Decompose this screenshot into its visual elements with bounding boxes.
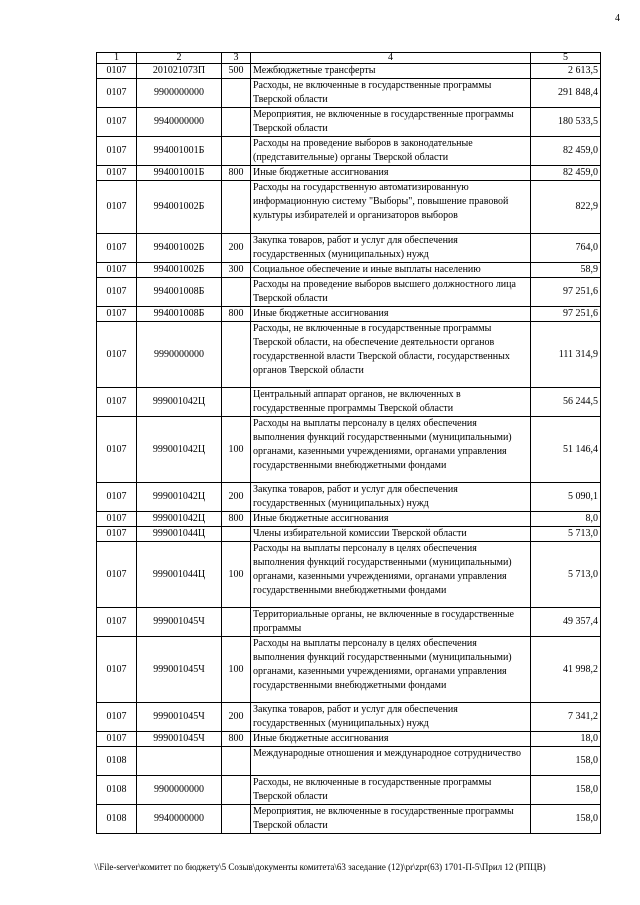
expense-type-cell: 800 xyxy=(222,166,251,181)
amount-cell: 41 998,2 xyxy=(531,637,601,703)
amount-cell: 5 713,0 xyxy=(531,527,601,542)
table-row xyxy=(97,542,601,608)
description-cell: Расходы на проведение выборов высшего должностного лица Тверской области xyxy=(251,278,531,307)
section-code-cell: 0107 xyxy=(97,732,137,747)
target-article-cell: 994001008Б xyxy=(137,307,222,322)
table-row xyxy=(97,263,601,278)
table-row xyxy=(97,608,601,637)
expense-type-cell xyxy=(222,388,251,417)
expense-type-cell: 200 xyxy=(222,234,251,263)
section-code-cell: 0108 xyxy=(97,805,137,834)
expense-type-cell xyxy=(222,322,251,388)
section-code-cell: 0107 xyxy=(97,64,137,79)
amount-cell: 97 251,6 xyxy=(531,278,601,307)
section-code-cell: 0108 xyxy=(97,776,137,805)
expense-type-cell xyxy=(222,79,251,108)
table-row xyxy=(97,108,601,137)
section-code-cell: 0107 xyxy=(97,79,137,108)
amount-cell: 111 314,9 xyxy=(531,322,601,388)
description-cell: Иные бюджетные ассигнования xyxy=(251,732,531,747)
table-row xyxy=(97,527,601,542)
amount-cell: 180 533,5 xyxy=(531,108,601,137)
section-code-cell: 0108 xyxy=(97,747,137,776)
target-article-cell: 994001002Б xyxy=(137,234,222,263)
section-code-cell: 0107 xyxy=(97,181,137,234)
table-row xyxy=(97,512,601,527)
description-cell: Члены избирательной комиссии Тверской области xyxy=(251,527,531,542)
table-row xyxy=(97,732,601,747)
expense-type-cell xyxy=(222,527,251,542)
expense-type-cell: 800 xyxy=(222,732,251,747)
description-cell: Расходы на выплаты персоналу в целях обеспечения выполнения функций государственными (муниципальными) органами, казенными учреждениями, органами управления государственными внебюджетными фондами xyxy=(251,417,531,483)
description-cell: Иные бюджетные ассигнования xyxy=(251,307,531,322)
section-code-cell: 0107 xyxy=(97,108,137,137)
table-row xyxy=(97,703,601,732)
description-cell: Мероприятия, не включенные в государственные программы Тверской области xyxy=(251,805,531,834)
target-article-cell: 999001044Ц xyxy=(137,527,222,542)
expense-type-cell xyxy=(222,776,251,805)
description-cell: Расходы на выплаты персоналу в целях обеспечения выполнения функций государственными (муниципальными) органами, казенными учреждениями, органами управления государственными внебюджетными фондами xyxy=(251,542,531,608)
expense-type-cell: 100 xyxy=(222,542,251,608)
column-number-2: 2 xyxy=(137,53,222,64)
target-article-cell: 999001042Ц xyxy=(137,483,222,512)
amount-cell: 82 459,0 xyxy=(531,137,601,166)
column-number-5: 5 xyxy=(531,53,601,64)
expense-type-cell xyxy=(222,108,251,137)
target-article-cell: 999001045Ч xyxy=(137,637,222,703)
column-number-4: 4 xyxy=(251,53,531,64)
section-code-cell: 0107 xyxy=(97,483,137,512)
section-code-cell: 0107 xyxy=(97,417,137,483)
section-code-cell: 0107 xyxy=(97,608,137,637)
column-number-1: 1 xyxy=(97,53,137,64)
section-code-cell: 0107 xyxy=(97,234,137,263)
table-row xyxy=(97,747,601,776)
table-row xyxy=(97,64,601,79)
section-code-cell: 0107 xyxy=(97,137,137,166)
description-cell: Закупка товаров, работ и услуг для обеспечения государственных (муниципальных) нужд xyxy=(251,483,531,512)
description-cell: Иные бюджетные ассигнования xyxy=(251,512,531,527)
expense-type-cell: 500 xyxy=(222,64,251,79)
amount-cell: 5 713,0 xyxy=(531,542,601,608)
amount-cell: 97 251,6 xyxy=(531,307,601,322)
target-article-cell: 201021073П xyxy=(137,64,222,79)
target-article-cell: 999001042Ц xyxy=(137,417,222,483)
amount-cell: 822,9 xyxy=(531,181,601,234)
table-row xyxy=(97,234,601,263)
target-article-cell: 9990000000 xyxy=(137,322,222,388)
target-article-cell: 994001001Б xyxy=(137,137,222,166)
amount-cell: 49 357,4 xyxy=(531,608,601,637)
amount-cell: 58,9 xyxy=(531,263,601,278)
page-number: 4 xyxy=(615,13,620,24)
target-article-cell: 994001002Б xyxy=(137,263,222,278)
description-cell: Расходы на проведение выборов в законодательные (представительные) органы Тверской области xyxy=(251,137,531,166)
expense-type-cell xyxy=(222,608,251,637)
section-code-cell: 0107 xyxy=(97,388,137,417)
expense-type-cell: 100 xyxy=(222,417,251,483)
section-code-cell: 0107 xyxy=(97,166,137,181)
table-row xyxy=(97,79,601,108)
table-row xyxy=(97,137,601,166)
target-article-cell: 999001045Ч xyxy=(137,608,222,637)
section-code-cell: 0107 xyxy=(97,542,137,608)
expense-type-cell: 200 xyxy=(222,483,251,512)
amount-cell: 8,0 xyxy=(531,512,601,527)
footer-file-path: \\File-server\комитет по бюджету\5 Созыв\документы комитета\63 заседание (12)\pr\zpr(63) 1701-П-5\Прил 12 (РПЦВ) xyxy=(94,862,546,872)
description-cell: Расходы на государственную автоматизированную информационную систему "Выборы", повышение правовой культуры избирателей и организаторов выборов xyxy=(251,181,531,234)
table-row xyxy=(97,483,601,512)
expense-type-cell: 200 xyxy=(222,703,251,732)
section-code-cell: 0107 xyxy=(97,512,137,527)
target-article-cell: 999001045Ч xyxy=(137,703,222,732)
table-row xyxy=(97,417,601,483)
table-row xyxy=(97,166,601,181)
amount-cell: 5 090,1 xyxy=(531,483,601,512)
target-article-cell: 9900000000 xyxy=(137,79,222,108)
description-cell: Территориальные органы, не включенные в государственные программы xyxy=(251,608,531,637)
table-row xyxy=(97,776,601,805)
expense-type-cell xyxy=(222,805,251,834)
table-row xyxy=(97,181,601,234)
target-article-cell xyxy=(137,747,222,776)
column-number-3: 3 xyxy=(222,53,251,64)
target-article-cell: 9900000000 xyxy=(137,776,222,805)
target-article-cell: 994001008Б xyxy=(137,278,222,307)
description-cell: Межбюджетные трансферты xyxy=(251,64,531,79)
expense-type-cell: 800 xyxy=(222,307,251,322)
target-article-cell: 994001001Б xyxy=(137,166,222,181)
table-row xyxy=(97,278,601,307)
section-code-cell: 0107 xyxy=(97,703,137,732)
expense-type-cell xyxy=(222,181,251,234)
target-article-cell: 994001002Б xyxy=(137,181,222,234)
expense-type-cell xyxy=(222,137,251,166)
expense-type-cell: 800 xyxy=(222,512,251,527)
target-article-cell: 999001042Ц xyxy=(137,512,222,527)
target-article-cell: 9940000000 xyxy=(137,805,222,834)
table-row xyxy=(97,307,601,322)
description-cell: Закупка товаров, работ и услуг для обеспечения государственных (муниципальных) нужд xyxy=(251,234,531,263)
description-cell: Закупка товаров, работ и услуг для обеспечения государственных (муниципальных) нужд xyxy=(251,703,531,732)
description-cell: Расходы на выплаты персоналу в целях обеспечения выполнения функций государственными (муниципальными) органами, казенными учреждениями, органами управления государственными внебюджетными фондами xyxy=(251,637,531,703)
description-cell: Международные отношения и международное сотрудничество xyxy=(251,747,531,776)
description-cell: Мероприятия, не включенные в государственные программы Тверской области xyxy=(251,108,531,137)
table-row xyxy=(97,637,601,703)
target-article-cell: 9940000000 xyxy=(137,108,222,137)
description-cell: Расходы, не включенные в государственные программы Тверской области xyxy=(251,776,531,805)
expense-type-cell xyxy=(222,747,251,776)
section-code-cell: 0107 xyxy=(97,322,137,388)
target-article-cell: 999001044Ц xyxy=(137,542,222,608)
description-cell: Центральный аппарат органов, не включенных в государственные программы Тверской области xyxy=(251,388,531,417)
table-row xyxy=(97,322,601,388)
section-code-cell: 0107 xyxy=(97,263,137,278)
description-cell: Социальное обеспечение и иные выплаты населению xyxy=(251,263,531,278)
section-code-cell: 0107 xyxy=(97,637,137,703)
target-article-cell: 999001042Ц xyxy=(137,388,222,417)
amount-cell: 2 613,5 xyxy=(531,64,601,79)
amount-cell: 158,0 xyxy=(531,747,601,776)
section-code-cell: 0107 xyxy=(97,278,137,307)
description-cell: Расходы, не включенные в государственные программы Тверской области xyxy=(251,79,531,108)
description-cell: Иные бюджетные ассигнования xyxy=(251,166,531,181)
table-row xyxy=(97,388,601,417)
budget-table xyxy=(96,52,601,834)
amount-cell: 56 244,5 xyxy=(531,388,601,417)
section-code-cell: 0107 xyxy=(97,307,137,322)
table-row xyxy=(97,805,601,834)
table-header-row xyxy=(97,53,601,64)
description-cell: Расходы, не включенные в государственные программы Тверской области, на обеспечение деятельности органов государственной власти Тверской области, государственных органов Тверской области xyxy=(251,322,531,388)
target-article-cell: 999001045Ч xyxy=(137,732,222,747)
amount-cell: 18,0 xyxy=(531,732,601,747)
expense-type-cell: 300 xyxy=(222,263,251,278)
amount-cell: 291 848,4 xyxy=(531,79,601,108)
expense-type-cell: 100 xyxy=(222,637,251,703)
amount-cell: 82 459,0 xyxy=(531,166,601,181)
section-code-cell: 0107 xyxy=(97,527,137,542)
expense-type-cell xyxy=(222,278,251,307)
amount-cell: 158,0 xyxy=(531,776,601,805)
amount-cell: 7 341,2 xyxy=(531,703,601,732)
amount-cell: 158,0 xyxy=(531,805,601,834)
amount-cell: 51 146,4 xyxy=(531,417,601,483)
amount-cell: 764,0 xyxy=(531,234,601,263)
